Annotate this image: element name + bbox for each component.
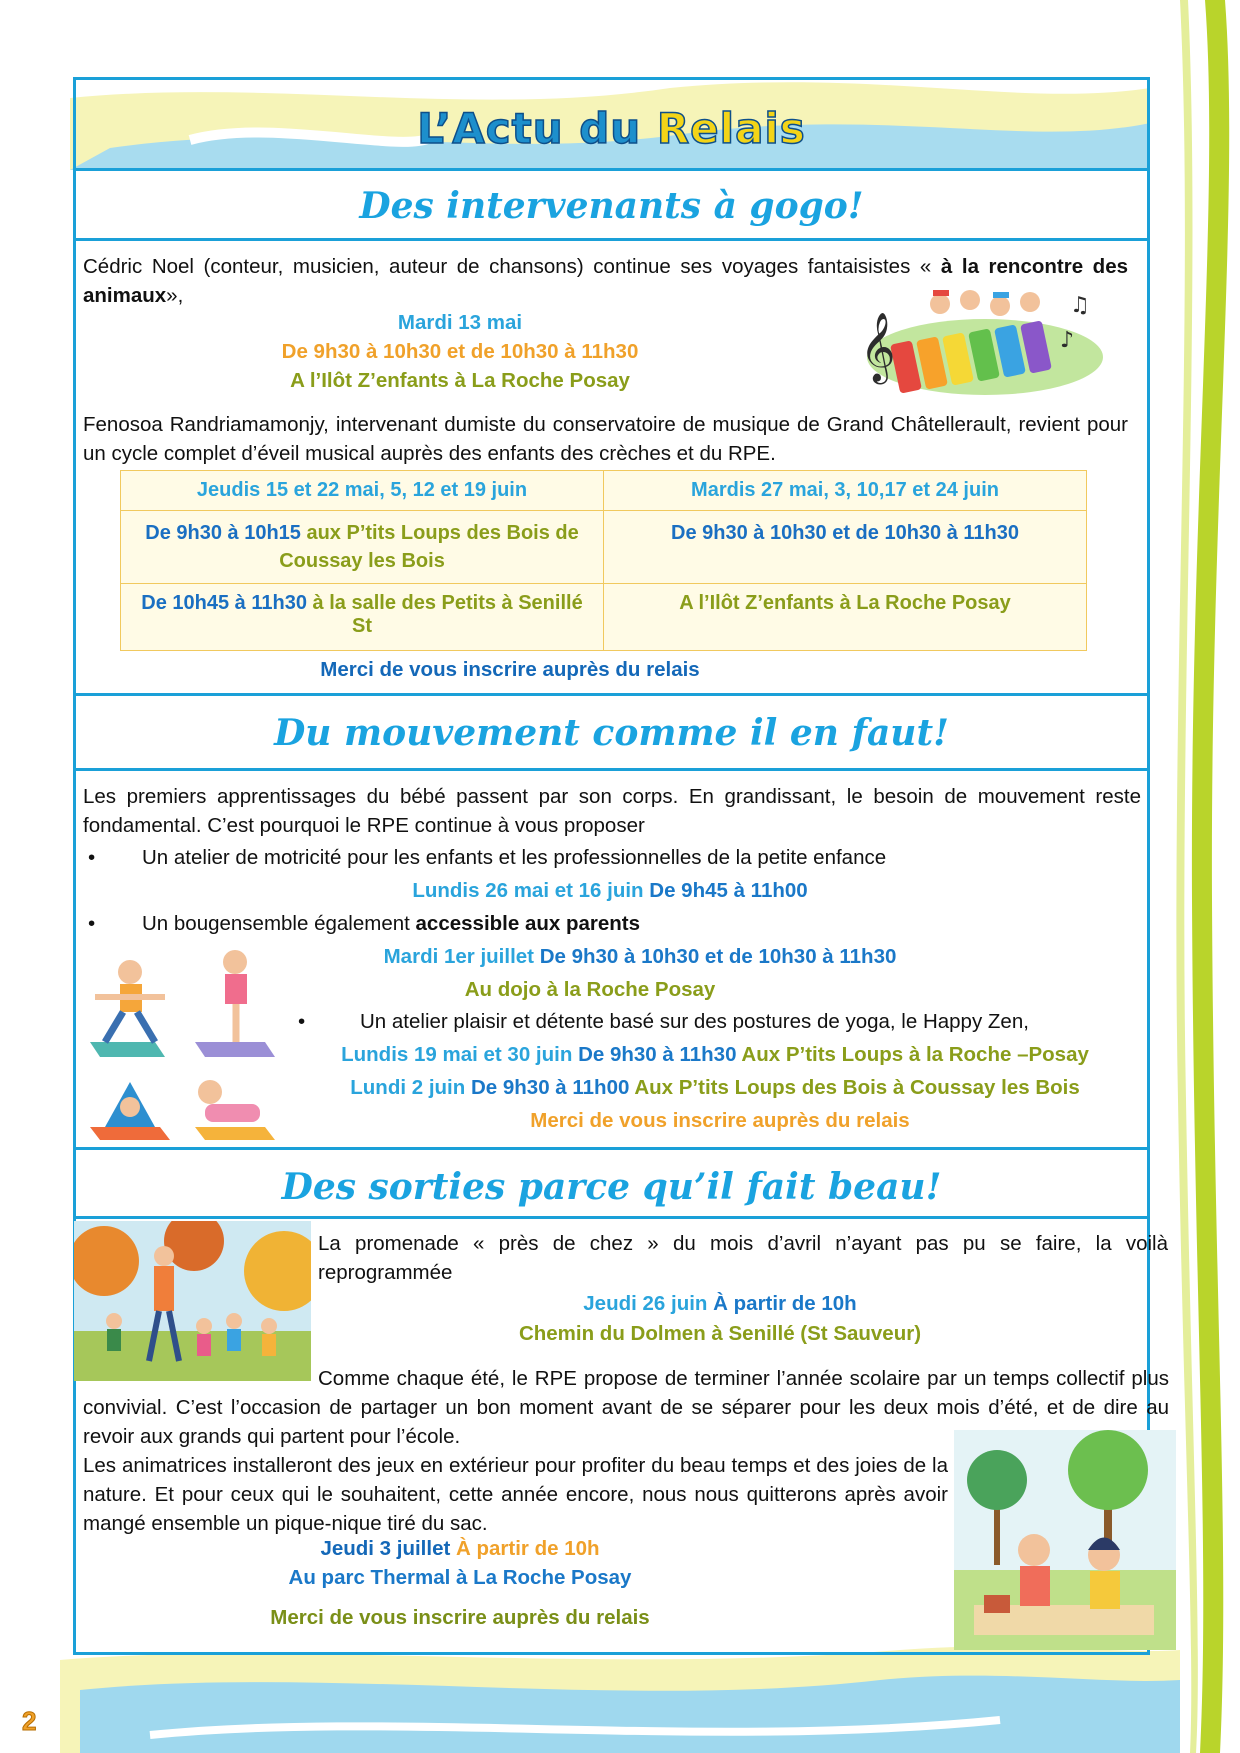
signup-note: Merci de vous inscrire auprès du relais: [320, 658, 700, 681]
divider: [73, 768, 1150, 771]
table-cell: De 10h45 à 11h30 à la salle des Petits à Senillé St: [121, 584, 604, 651]
table-row: [121, 471, 1087, 511]
event-place: A l’Ilôt Z’enfants à La Roche Posay: [290, 369, 630, 392]
event-times: De 9h30 à 10h30 et de 10h30 à 11h30: [281, 340, 639, 363]
svg-text:♪: ♪: [1060, 328, 1075, 353]
schedule-table: [120, 470, 1087, 651]
motricity-dates: Lundis 26 mai et 16 juin De 9h45 à 11h00: [412, 879, 808, 902]
bullet-icon: •: [88, 846, 96, 869]
picnic-date: Jeudi 3 juillet À partir de 10h: [320, 1537, 600, 1560]
section-title-mouvement: Du mouvement comme il en faut!: [274, 712, 949, 754]
walk-paragraph: La promenade « près de chez » du mois d’avril n’ayant pas pu se faire, la voilà reprogrammée: [318, 1232, 1168, 1284]
signup-note: Merci de vous inscrire auprès du relais: [530, 1109, 910, 1132]
bullet-icon: •: [88, 912, 96, 935]
picnic-paragraph: Les animatrices installeront des jeux en extérieur pour profiter du beau temps et des joies de la nature. Et pour ceux qui le souhaitent, cette année encore, nous nous quitterons après avoir mangé ensemble un pique-nique tiré du sac.: [83, 1454, 948, 1535]
divider: [73, 238, 1150, 241]
happy-zen-schedule-1: Lundis 19 mai et 30 juin De 9h30 à 11h30 Aux P’tits Loups à la Roche –Posay: [341, 1043, 1089, 1066]
bougensemble-dates: Mardi 1er juillet De 9h30 à 10h30 et de 10h30 à 11h30: [383, 945, 897, 968]
divider: [73, 168, 1150, 171]
table-cell: De 9h30 à 10h30 et de 10h30 à 11h30: [604, 511, 1087, 584]
page-title: L’Actu du Relais: [417, 104, 806, 153]
table-cell: A l’Ilôt Z’enfants à La Roche Posay: [604, 584, 1087, 651]
bougensemble-place: Au dojo à la Roche Posay: [464, 978, 716, 1001]
yoga-kids-illustration: [85, 942, 290, 1142]
table-cell: De 9h30 à 10h15 aux P’tits Loups des Bois de Coussay les Bois: [121, 511, 604, 584]
table-header-cell: Mardis 27 mai, 3, 10,17 et 24 juin: [604, 471, 1087, 511]
page-number: 2: [22, 1706, 37, 1736]
section-title-sorties: Des sorties parce qu’il fait beau!: [281, 1166, 942, 1208]
musician-paragraph: Fenosoa Randriamamonjy, intervenant dumiste du conservatoire de musique de Grand Châtellerault, revient pour un cycle complet d’éveil musical auprès des enfants des crèches et du RPE.: [83, 413, 1128, 465]
svg-text:♫: ♫: [1070, 293, 1090, 318]
table-row: [121, 584, 1087, 651]
divider: [73, 1216, 1150, 1219]
section-title-intervenants: Des intervenants à gogo!: [359, 185, 864, 227]
event-date: Mardi 13 mai: [397, 311, 523, 334]
bullet-icon: •: [298, 1010, 306, 1033]
park-walk-illustration: [74, 1221, 311, 1381]
picnic-place: Au parc Thermal à La Roche Posay: [288, 1566, 632, 1589]
intro-paragraph: Cédric Noel (conteur, musicien, auteur de chansons) continue ses voyages fantaisistes « à la rencontre des animaux»,: [83, 255, 1128, 307]
table-header-cell: Jeudis 15 et 22 mai, 5, 12 et 19 juin: [121, 471, 604, 511]
xylophone-illustration: [845, 282, 1110, 402]
divider: [73, 1147, 1150, 1150]
divider: [73, 693, 1150, 696]
walk-date: Jeudi 26 juin À partir de 10h: [583, 1292, 857, 1315]
walk-place: Chemin du Dolmen à Senillé (St Sauveur): [518, 1322, 922, 1345]
footer-background-decoration: [0, 1640, 1180, 1753]
table-row: [121, 511, 1087, 584]
summer-paragraph: Comme chaque été, le RPE propose de terminer l’année scolaire par un temps collectif plus convivial. C’est l’occasion de partager un bon moment avant de se séparer pour les deux mois d’été, et de dire au revoir aux grands qui partent pour l’école.: [83, 1367, 1169, 1448]
svg-text:𝄞: 𝄞: [860, 312, 896, 382]
signup-note: Merci de vous inscrire auprès du relais: [270, 1606, 650, 1629]
happy-zen-schedule-2: Lundi 2 juin De 9h30 à 11h00 Aux P’tits Loups des Bois à Coussay les Bois: [350, 1076, 1080, 1099]
movement-intro: Les premiers apprentissages du bébé passent par son corps. En grandissant, le besoin de mouvement reste fondamental. C’est pourquoi le RPE continue à vous proposer: [83, 785, 1141, 837]
picnic-illustration: [954, 1430, 1176, 1650]
